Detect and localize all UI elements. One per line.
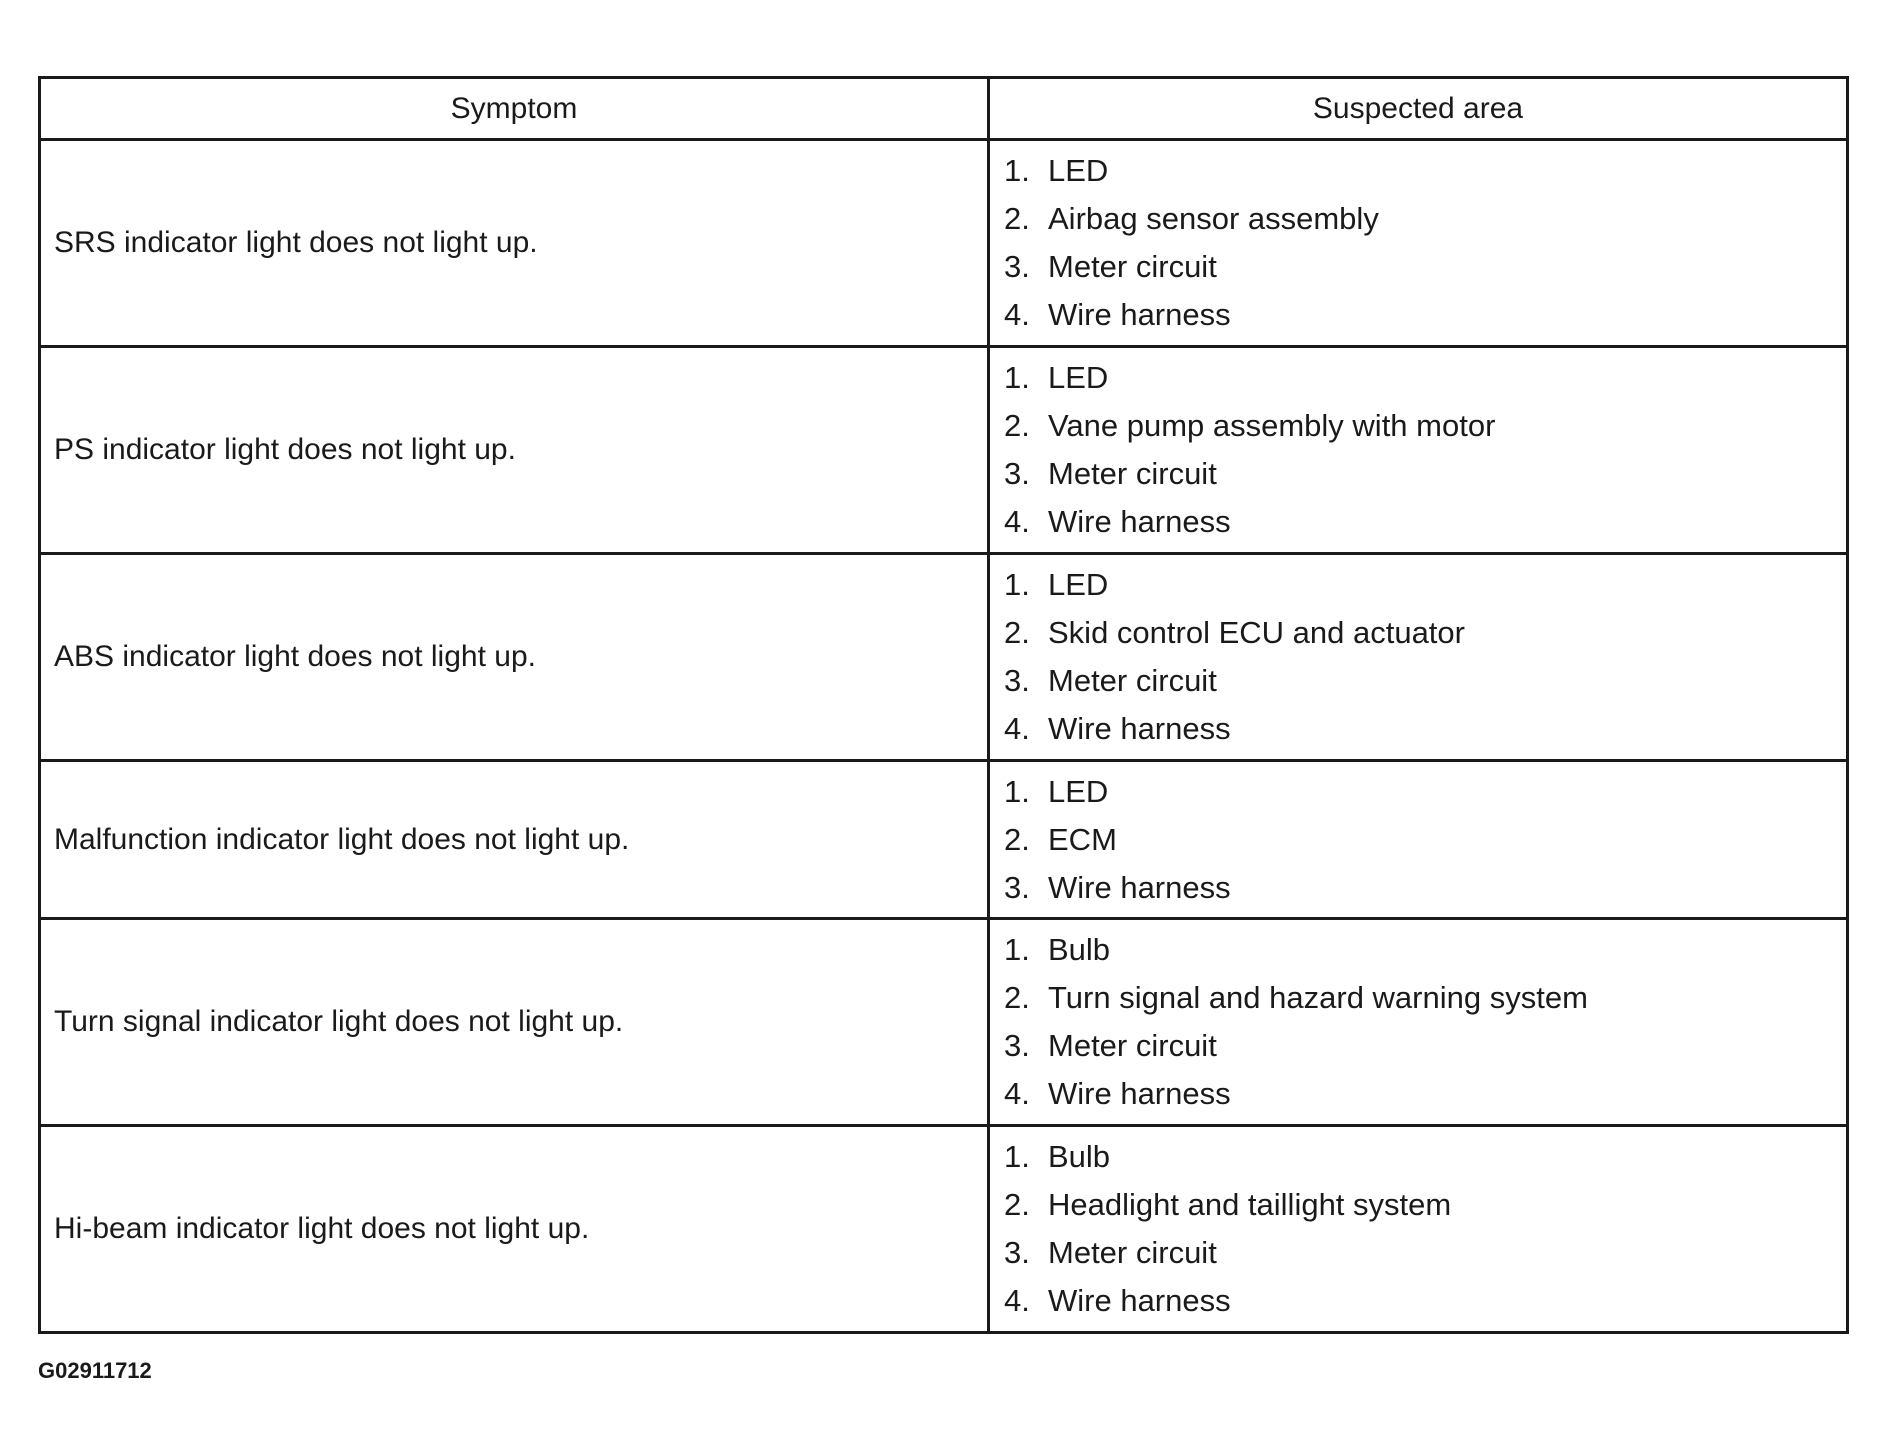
list-item bbox=[1004, 864, 1846, 912]
list-item bbox=[1004, 768, 1846, 816]
list-item bbox=[1004, 354, 1846, 402]
list-item bbox=[1004, 498, 1846, 546]
list-item-number: 4. bbox=[1004, 297, 1030, 332]
list-item-text: Wire harness bbox=[1048, 504, 1231, 539]
list-item-number: 1. bbox=[1004, 773, 1030, 809]
list-item-text: Wire harness bbox=[1048, 1076, 1231, 1111]
symptom-cell: PS indicator light does not light up. bbox=[40, 347, 989, 554]
symptom-cell: Hi-beam indicator light does not light up. bbox=[40, 1126, 989, 1333]
list-item-text: Meter circuit bbox=[1048, 1235, 1217, 1270]
list-item bbox=[1004, 450, 1846, 498]
list-item-text: Wire harness bbox=[1048, 711, 1231, 746]
suspected-area-list bbox=[1004, 354, 1846, 546]
figure-id-label: G02911712 bbox=[38, 1358, 152, 1383]
list-item-text: LED bbox=[1048, 153, 1109, 188]
table-row bbox=[40, 1126, 1848, 1333]
list-item-number: 2. bbox=[1004, 980, 1030, 1015]
list-item-text: Meter circuit bbox=[1048, 249, 1217, 284]
list-item-text: Meter circuit bbox=[1048, 663, 1217, 698]
list-item-number: 2. bbox=[1004, 408, 1030, 443]
list-item-number: 3. bbox=[1004, 1235, 1030, 1270]
list-item bbox=[1004, 1229, 1846, 1277]
table-row bbox=[40, 554, 1848, 761]
list-item-number: 2. bbox=[1004, 821, 1030, 857]
list-item-number: 1. bbox=[1004, 932, 1030, 967]
list-item-text: Wire harness bbox=[1048, 869, 1231, 905]
table-row bbox=[40, 347, 1848, 554]
list-item bbox=[1004, 402, 1846, 450]
suspected-area-list bbox=[1004, 768, 1846, 912]
list-item bbox=[1004, 561, 1846, 609]
list-item-number: 4. bbox=[1004, 711, 1030, 746]
symptom-cell: SRS indicator light does not light up. bbox=[40, 140, 989, 347]
list-item-text: Meter circuit bbox=[1048, 456, 1217, 491]
list-item-number: 3. bbox=[1004, 663, 1030, 698]
list-item bbox=[1004, 243, 1846, 291]
list-item-number: 4. bbox=[1004, 504, 1030, 539]
symptom-cell: Malfunction indicator light does not light up. bbox=[40, 761, 989, 919]
list-item-text: Skid control ECU and actuator bbox=[1048, 615, 1465, 650]
list-item-text: LED bbox=[1048, 773, 1109, 809]
list-item-number: 2. bbox=[1004, 201, 1030, 236]
suspected-area-cell bbox=[989, 919, 1848, 1126]
list-item-text: Headlight and taillight system bbox=[1048, 1187, 1452, 1222]
list-item-text: Meter circuit bbox=[1048, 1028, 1217, 1063]
list-item-text: Vane pump assembly with motor bbox=[1048, 408, 1496, 443]
suspected-area-list bbox=[1004, 1133, 1846, 1325]
list-item-number: 3. bbox=[1004, 249, 1030, 284]
list-item-number: 3. bbox=[1004, 456, 1030, 491]
list-item bbox=[1004, 609, 1846, 657]
suspected-area-list bbox=[1004, 561, 1846, 753]
list-item-text: ECM bbox=[1048, 821, 1117, 857]
list-item-text: Bulb bbox=[1048, 932, 1111, 967]
list-item-number: 2. bbox=[1004, 615, 1030, 650]
list-item-number: 2. bbox=[1004, 1187, 1030, 1222]
list-item bbox=[1004, 1070, 1846, 1118]
list-item bbox=[1004, 1277, 1846, 1325]
list-item-number: 1. bbox=[1004, 153, 1030, 188]
list-item-number: 1. bbox=[1004, 567, 1030, 602]
suspected-area-list bbox=[1004, 147, 1846, 339]
suspected-area-cell bbox=[989, 140, 1848, 347]
list-item-text: Wire harness bbox=[1048, 297, 1231, 332]
list-item bbox=[1004, 147, 1846, 195]
list-item-text: Turn signal and hazard warning system bbox=[1048, 980, 1588, 1015]
list-item-text: Bulb bbox=[1048, 1139, 1111, 1174]
symptom-cell: Turn signal indicator light does not light up. bbox=[40, 919, 989, 1126]
suspected-area-cell bbox=[989, 347, 1848, 554]
list-item-number: 4. bbox=[1004, 1076, 1030, 1111]
list-item bbox=[1004, 1022, 1846, 1070]
table-row bbox=[40, 761, 1848, 919]
list-item bbox=[1004, 291, 1846, 339]
table-row bbox=[40, 140, 1848, 347]
list-item-number: 1. bbox=[1004, 360, 1030, 395]
list-item-text: Wire harness bbox=[1048, 1283, 1231, 1318]
table-header-row bbox=[40, 78, 1848, 140]
list-item bbox=[1004, 974, 1846, 1022]
suspected-area-list bbox=[1004, 926, 1846, 1118]
list-item bbox=[1004, 816, 1846, 864]
list-item-number: 1. bbox=[1004, 1139, 1030, 1174]
symptom-cell: ABS indicator light does not light up. bbox=[40, 554, 989, 761]
symptom-table bbox=[38, 76, 1849, 1334]
list-item-text: LED bbox=[1048, 360, 1109, 395]
list-item bbox=[1004, 705, 1846, 753]
list-item-number: 3. bbox=[1004, 869, 1030, 905]
list-item-number: 4. bbox=[1004, 1283, 1030, 1318]
list-item bbox=[1004, 195, 1846, 243]
list-item-number: 3. bbox=[1004, 1028, 1030, 1063]
suspected-area-cell bbox=[989, 1126, 1848, 1333]
list-item bbox=[1004, 1133, 1846, 1181]
suspected-area-cell bbox=[989, 761, 1848, 919]
list-item-text: Airbag sensor assembly bbox=[1048, 201, 1379, 236]
suspected-area-column-header: Suspected area bbox=[989, 78, 1848, 140]
table-row bbox=[40, 919, 1848, 1126]
list-item-text: LED bbox=[1048, 567, 1109, 602]
list-item bbox=[1004, 657, 1846, 705]
symptom-column-header: Symptom bbox=[40, 78, 989, 140]
list-item bbox=[1004, 926, 1846, 974]
list-item bbox=[1004, 1181, 1846, 1229]
suspected-area-cell bbox=[989, 554, 1848, 761]
